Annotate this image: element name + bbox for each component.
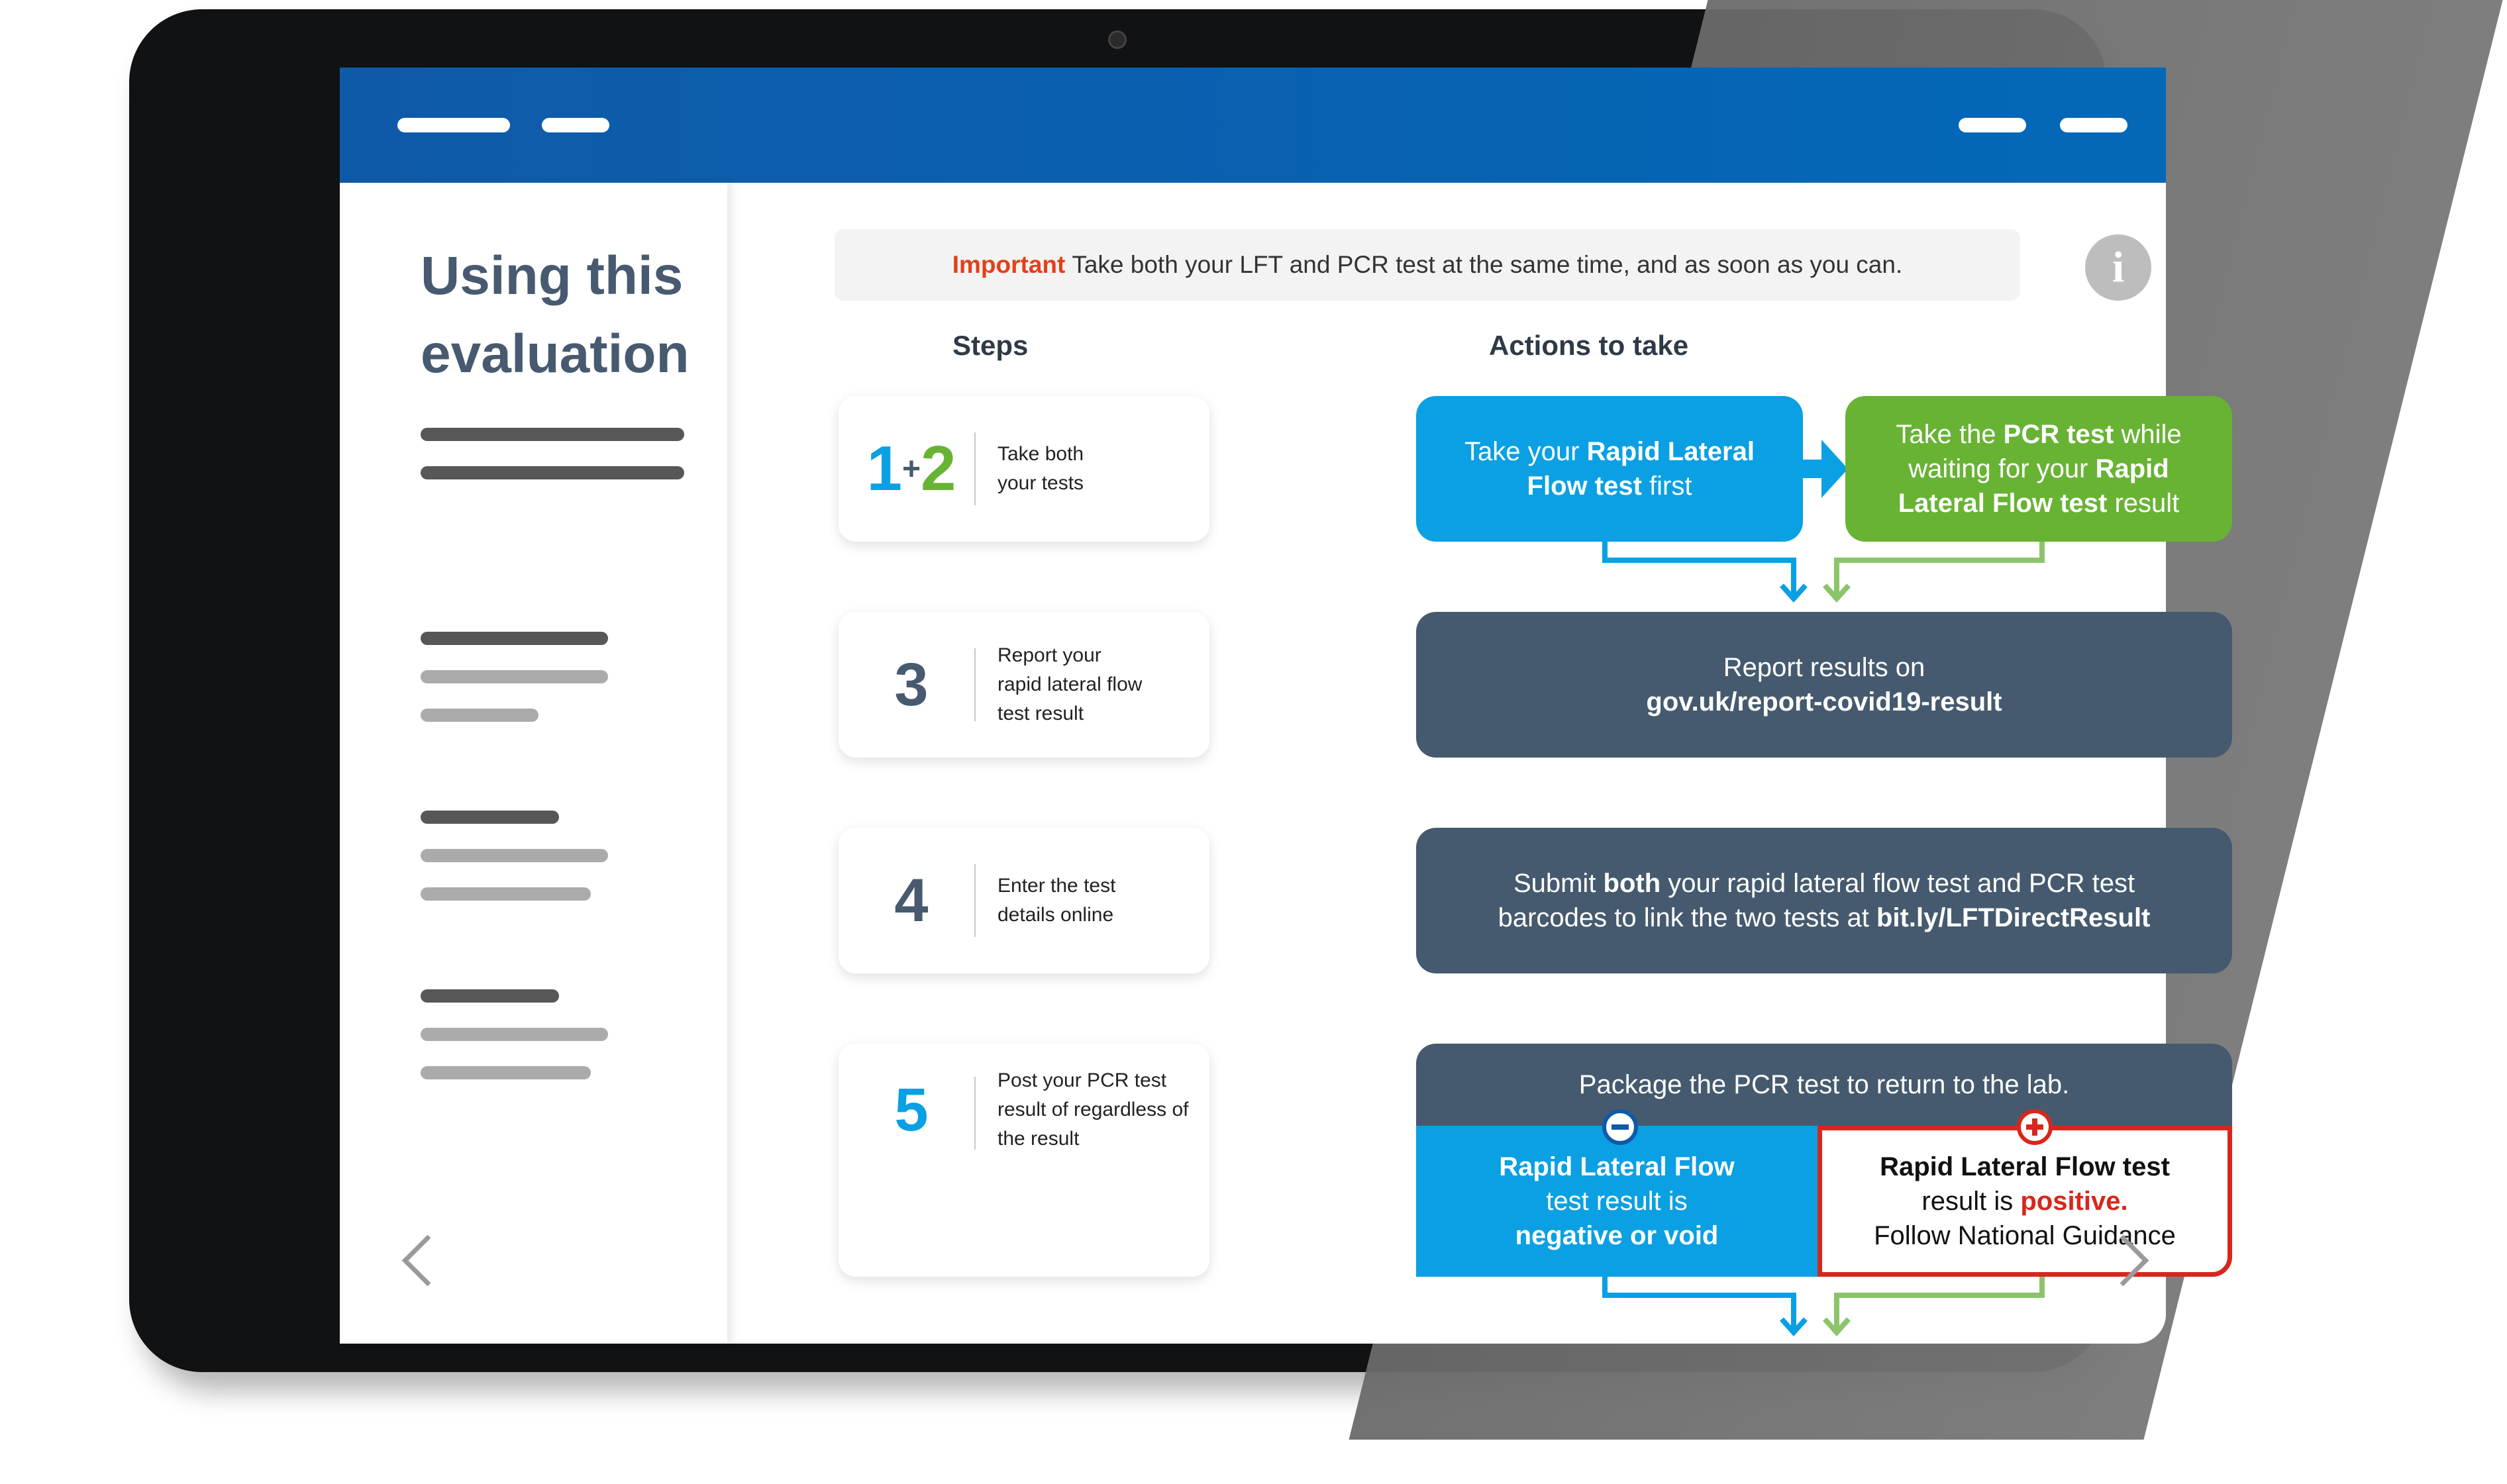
page-title-line-2: evaluation: [421, 324, 690, 384]
step-divider: [974, 648, 976, 721]
arrow-right-icon: [1803, 434, 1849, 503]
action-report-results: [1416, 612, 2232, 758]
step-card-1-2: [839, 396, 1209, 542]
sidebar-section-2-heading[interactable]: [421, 811, 559, 824]
action-rapid-lateral-flow: [1416, 396, 1803, 542]
action-pcr-test: [1845, 396, 2232, 542]
step-divider: [974, 432, 976, 505]
sidebar: [340, 183, 727, 1344]
main-content: [727, 183, 2182, 1344]
negative-text: Rapid Lateral Flow: [1499, 1152, 1735, 1181]
important-notice: [835, 229, 2020, 301]
placeholder-line: [421, 466, 684, 479]
positive-emphasis: positive.: [2020, 1187, 2128, 1216]
positive-text: result is: [1921, 1187, 2021, 1216]
step-number-2: 2: [921, 433, 956, 504]
nav-pill-4[interactable]: [2060, 118, 2127, 132]
sidebar-section-1-heading[interactable]: [421, 632, 608, 645]
page-title-line-1: Using this: [421, 246, 684, 306]
steps-heading: Steps: [952, 330, 1029, 361]
header-bar: [340, 68, 2166, 183]
tablet-frame: [129, 9, 2182, 1372]
nav-pill-1[interactable]: [397, 118, 510, 132]
sidebar-section-3-line: [421, 1066, 591, 1079]
minus-circle-icon: [1602, 1109, 1639, 1146]
plus-circle-icon: [2016, 1109, 2053, 1146]
sidebar-section-1-line: [421, 709, 538, 722]
step-number: 5: [894, 1075, 929, 1144]
sidebar-section-2-line: [421, 887, 591, 901]
sidebar-section-3-heading[interactable]: [421, 989, 559, 1003]
camera-icon: [1108, 30, 1127, 49]
notice-text: Take both your LFT and PCR test at the same time, and as soon as you can.: [1072, 251, 1903, 278]
flow-connector: [1602, 1277, 2065, 1343]
action-text-bold: both: [1603, 869, 1661, 898]
step-divider: [974, 1077, 976, 1150]
package-instruction: Package the PCR test to return to the lab.: [1578, 1069, 2070, 1099]
step-description: Report your rapid lateral flow test result: [998, 644, 1143, 724]
nav-pill-2[interactable]: [542, 118, 609, 132]
step-card-5: [839, 1044, 1209, 1277]
action-text-bold: Rapid Lateral Flow test: [1898, 454, 2169, 518]
placeholder-line: [421, 428, 684, 441]
notice-label: Important: [952, 251, 1066, 278]
step-card-3: [839, 612, 1209, 758]
info-icon[interactable]: i: [2085, 234, 2151, 301]
step-divider: [974, 864, 976, 937]
positive-text: Rapid Lateral Flow test: [1880, 1152, 2170, 1181]
sidebar-section-1-line: [421, 670, 608, 683]
negative-text: test result is: [1546, 1187, 1688, 1216]
action-submit-barcodes: [1416, 828, 2232, 973]
report-results-link[interactable]: gov.uk/report-covid19-result: [1646, 687, 2002, 717]
step-number: 4: [894, 866, 929, 934]
actions-heading: Actions to take: [1489, 330, 1689, 361]
positive-result-panel: [1817, 1126, 2232, 1277]
action-text: your rapid lateral flow test and PCR test barcodes to link the two tests at: [1498, 869, 2135, 932]
step-number: 3: [894, 650, 929, 718]
action-text-bold: Rapid Lateral Flow test: [1527, 437, 1755, 501]
step-description: Enter the test details online: [998, 875, 1116, 926]
positive-text: Follow National Guidance: [1874, 1221, 2176, 1250]
action-text: result: [2107, 489, 2180, 518]
lft-direct-result-link[interactable]: bit.ly/LFTDirectResult: [1876, 903, 2151, 932]
sidebar-section-3-line: [421, 1028, 608, 1041]
app-screen: [340, 68, 2182, 1344]
action-text: while waiting for your: [1908, 420, 2182, 483]
action-text: Report results on: [1723, 653, 1925, 682]
step-description: Take both your tests: [998, 443, 1084, 494]
chevron-left-icon[interactable]: [402, 1235, 454, 1287]
action-text: Take the: [1896, 420, 2004, 449]
action-text: Take your: [1464, 437, 1587, 466]
nav-pill-3[interactable]: [1959, 118, 2026, 132]
action-text-bold: PCR test: [2003, 420, 2114, 449]
step-description: Post your PCR test result of regardless of the result: [998, 1069, 1189, 1150]
step-number-plus: +: [901, 451, 921, 487]
step-number-1: 1: [866, 433, 902, 504]
negative-text: negative or void: [1515, 1221, 1719, 1250]
negative-result-panel: [1416, 1126, 1817, 1277]
action-package-pcr: [1416, 1044, 2232, 1277]
page-title: [421, 237, 719, 393]
step-number: [865, 396, 958, 542]
flow-connector: [1602, 542, 2065, 608]
action-text: Submit: [1513, 869, 1604, 898]
action-text: first: [1641, 471, 1692, 501]
sidebar-section-2-line: [421, 849, 608, 862]
step-card-4: [839, 828, 1209, 973]
